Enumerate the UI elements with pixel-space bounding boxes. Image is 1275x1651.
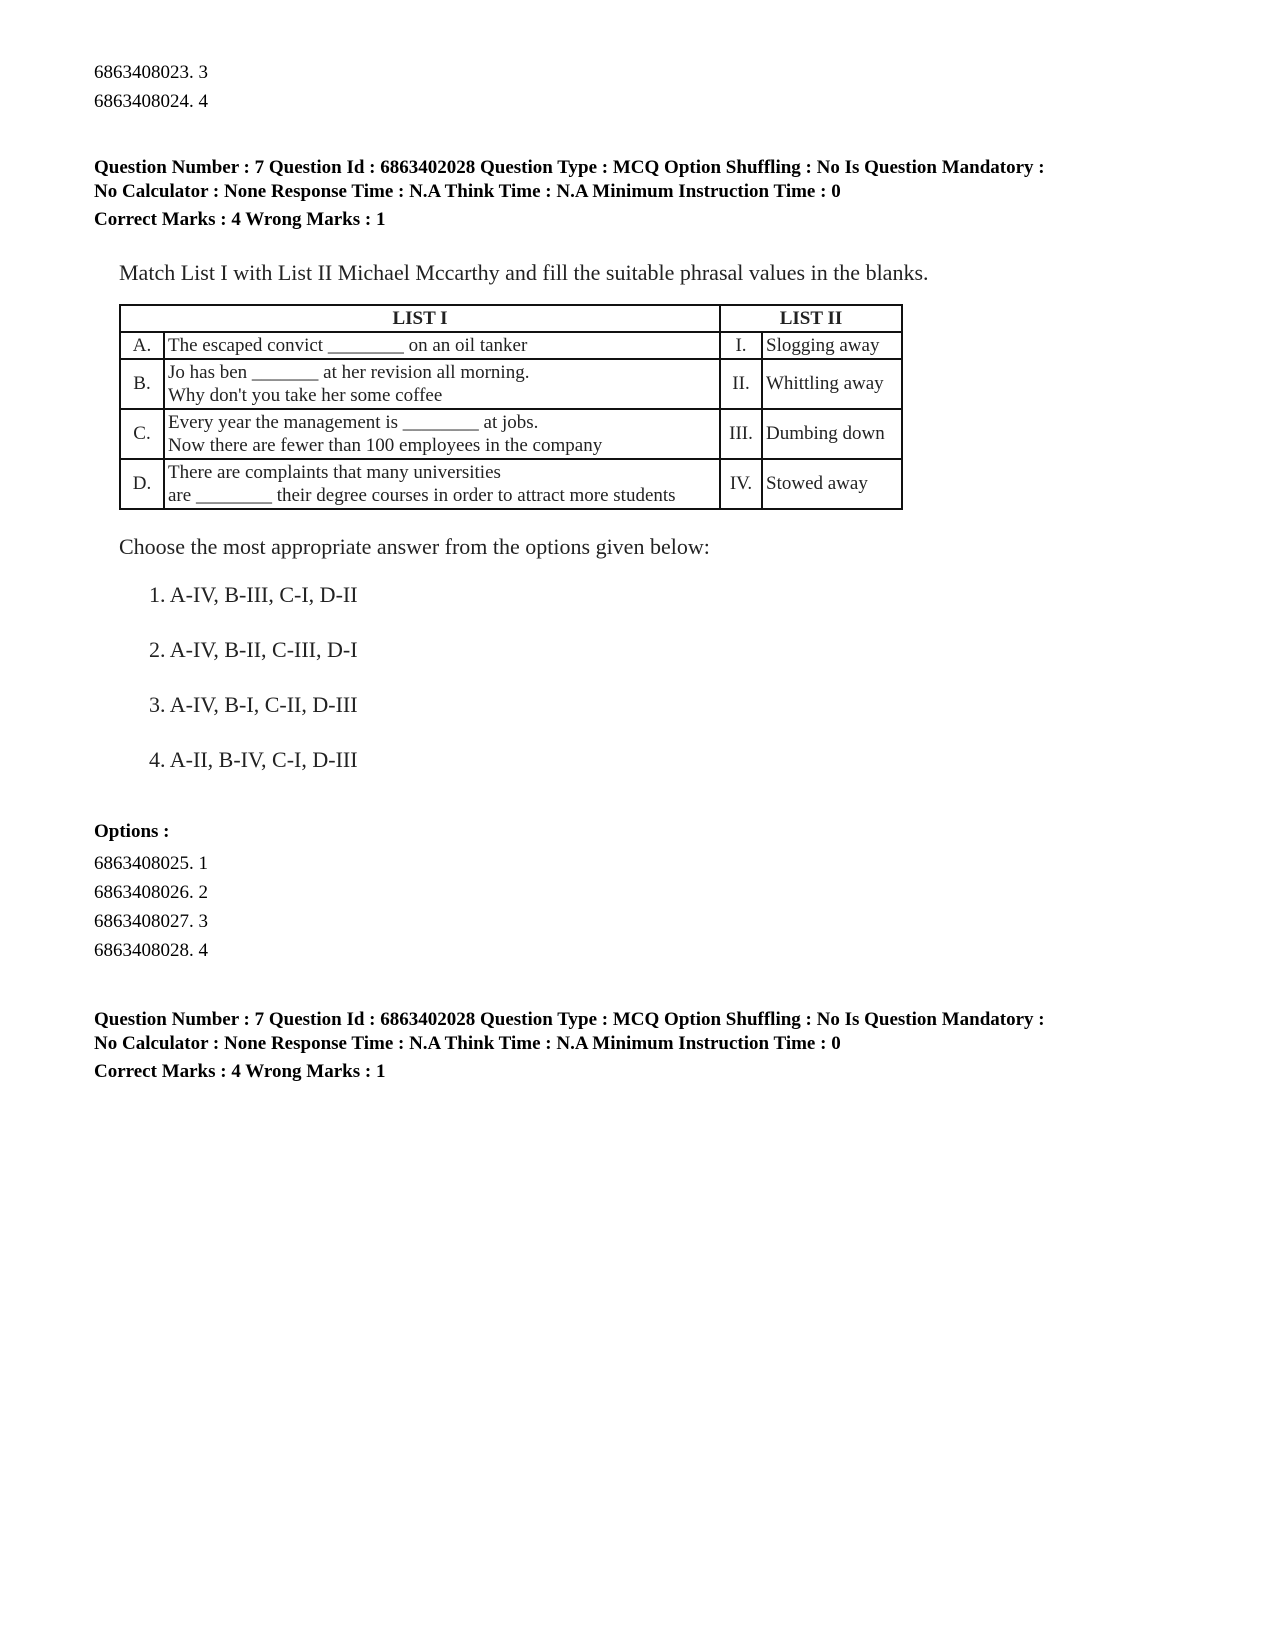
row-text-line: are ________ their degree courses in order to attract more students <box>168 485 676 506</box>
marks-line: Correct Marks : 4 Wrong Marks : 1 <box>94 1061 386 1082</box>
row-text-line: Jo has ben _______ at her revision all morning. <box>168 362 530 383</box>
table-row <box>120 332 902 359</box>
option-line: 6863408025. 1 <box>94 853 208 874</box>
meta-line-2: No Calculator : None Response Time : N.A Think Time : N.A Minimum Instruction Time : 0 <box>94 181 841 202</box>
row-text-line: Now there are fewer than 100 employees in the company <box>168 435 603 456</box>
option-line: 6863408027. 3 <box>94 911 208 932</box>
table-row <box>120 359 902 409</box>
answer-choice: 3. A-IV, B-I, C-II, D-III <box>149 692 358 717</box>
row-text-line: There are complaints that many universities <box>168 462 501 483</box>
row-label: C. <box>120 409 164 459</box>
choose-instruction: Choose the most appropriate answer from the options given below: <box>119 534 710 559</box>
list1-header: LIST I <box>120 305 720 332</box>
row-answer: Slogging away <box>762 332 902 359</box>
question-meta-2 <box>94 1008 1045 1084</box>
row-answer: Whittling away <box>762 359 902 409</box>
answer-choice: 2. A-IV, B-II, C-III, D-I <box>149 637 358 662</box>
question-meta-1 <box>94 156 1045 232</box>
answer-choices <box>149 580 1019 800</box>
row-answer: Stowed away <box>762 459 902 509</box>
row-text <box>164 459 720 509</box>
row-number: IV. <box>720 459 762 509</box>
meta-line-1: Question Number : 7 Question Id : 6863402028 Question Type : MCQ Option Shuffling : No Is Question Mandatory : <box>94 157 1045 178</box>
options-list <box>94 849 208 965</box>
row-text-line: Why don't you take her some coffee <box>168 385 443 406</box>
row-text-line: The escaped convict ________ on an oil tanker <box>168 335 528 356</box>
options-heading: Options : <box>94 821 170 842</box>
row-number: I. <box>720 332 762 359</box>
table-row <box>120 409 902 459</box>
row-text-line: Every year the management is ________ at jobs. <box>168 412 539 433</box>
answer-choice: 1. A-IV, B-III, C-I, D-II <box>149 582 358 607</box>
row-label: B. <box>120 359 164 409</box>
row-answer: Dumbing down <box>762 409 902 459</box>
row-text <box>164 332 720 359</box>
row-text <box>164 409 720 459</box>
option-line: 6863408028. 4 <box>94 940 208 961</box>
row-label: A. <box>120 332 164 359</box>
option-line: 6863408026. 2 <box>94 882 208 903</box>
row-text <box>164 359 720 409</box>
option-line: 6863408023. 3 <box>94 62 208 83</box>
question-stem: Match List I with List II Michael Mccarthy and fill the suitable phrasal values in the blanks. <box>119 260 929 285</box>
marks-line: Correct Marks : 4 Wrong Marks : 1 <box>94 209 386 230</box>
option-line: 6863408024. 4 <box>94 91 208 112</box>
list2-header: LIST II <box>720 305 902 332</box>
table-row <box>120 459 902 509</box>
meta-line-2: No Calculator : None Response Time : N.A Think Time : N.A Minimum Instruction Time : 0 <box>94 1033 841 1054</box>
question-content <box>119 258 1019 800</box>
match-table <box>119 304 903 510</box>
table-header-row <box>120 305 902 332</box>
row-label: D. <box>120 459 164 509</box>
answer-choice: 4. A-II, B-IV, C-I, D-III <box>149 747 358 772</box>
row-number: III. <box>720 409 762 459</box>
previous-options-list <box>94 58 208 116</box>
meta-line-1: Question Number : 7 Question Id : 6863402028 Question Type : MCQ Option Shuffling : No Is Question Mandatory : <box>94 1009 1045 1030</box>
row-number: II. <box>720 359 762 409</box>
